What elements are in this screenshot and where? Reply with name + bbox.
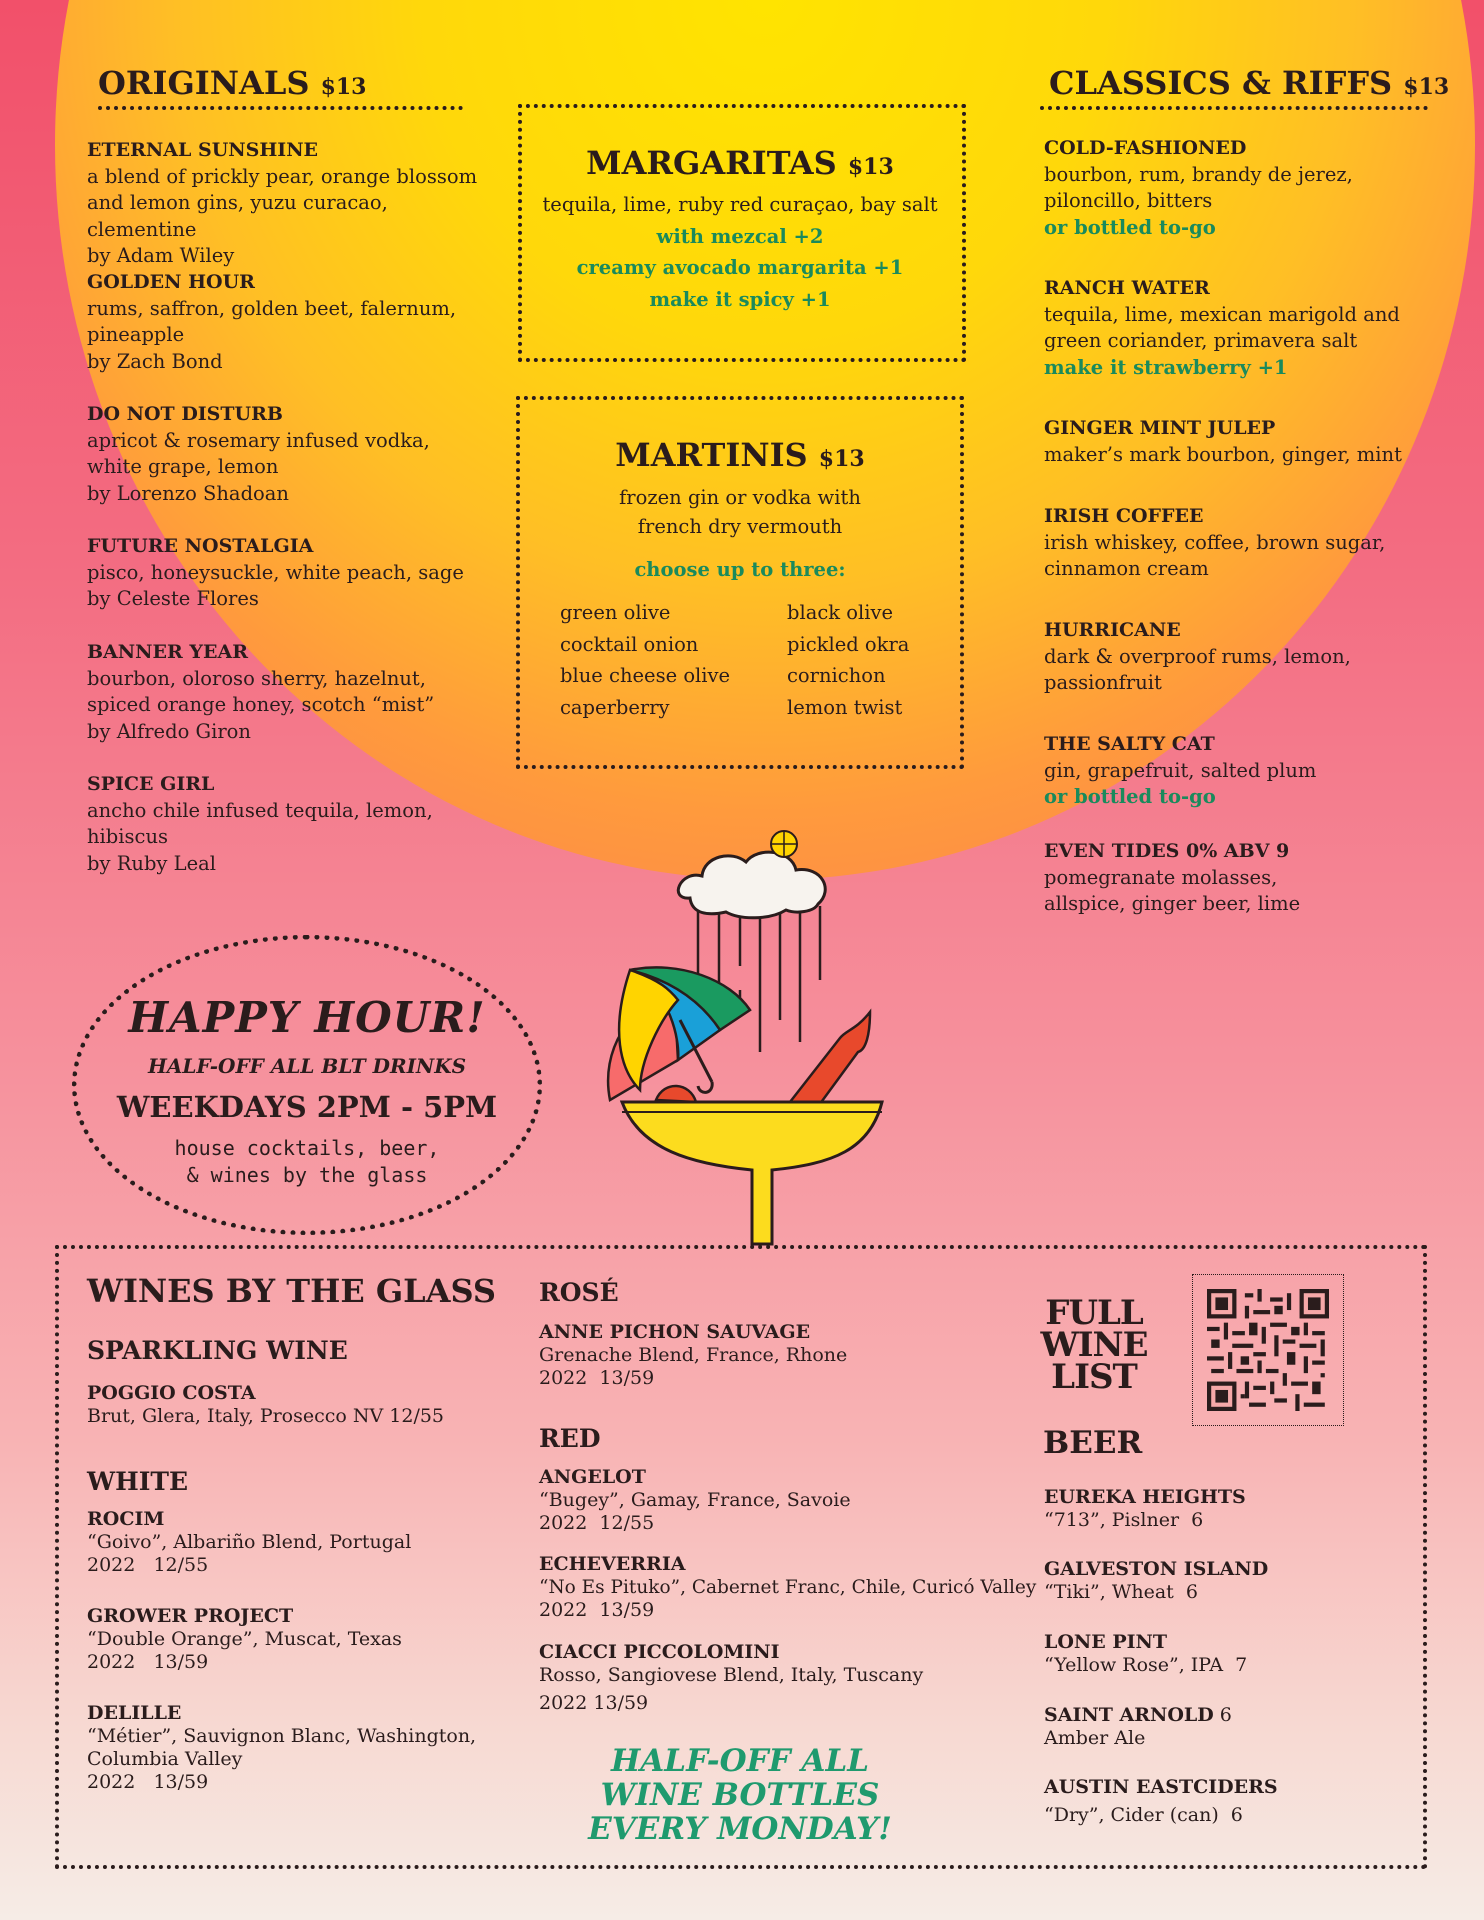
margaritas-option: make it spicy +1 — [649, 288, 831, 311]
wines-title: WINES BY THE GLASS — [87, 1272, 497, 1310]
beer-item — [1044, 1631, 1384, 1677]
cocktail-desc: dark & overproof rums, lemon, passionfruit — [1044, 644, 1351, 694]
beer-item — [1044, 1776, 1384, 1827]
garnish-option: black olive — [787, 601, 894, 624]
red-title: RED — [539, 1424, 601, 1453]
wine-item — [539, 1553, 1059, 1622]
white-title: WHITE — [87, 1467, 189, 1496]
originals-heading — [98, 64, 367, 102]
happy-hour-time: WEEKDAYS 2PM - 5PM — [116, 1090, 498, 1124]
cocktail-item — [87, 269, 507, 375]
wine-name: ANGELOT — [539, 1466, 646, 1488]
cocktail-item — [1044, 838, 1424, 918]
cocktail-item — [87, 137, 507, 270]
wine-name: ROCIM — [87, 1508, 165, 1530]
cocktail-desc: bourbon, rum, brandy de jerez, piloncillo, bitters — [1044, 162, 1353, 212]
cocktail-item — [1044, 415, 1444, 468]
garnish-option: cornichon — [787, 664, 886, 687]
wine-name: ANNE PICHON SAUVAGE — [539, 1321, 811, 1343]
cocktail-name: RANCH WATER — [1044, 277, 1210, 299]
wine-details: “Métier”, Sauvignon Blanc, Washington, — [87, 1725, 477, 1747]
martinis-heading — [516, 436, 964, 474]
martinis-title: MARTINIS — [615, 436, 808, 474]
beer-name: SAINT ARNOLD — [1044, 1704, 1214, 1726]
garnish-list-right — [787, 597, 909, 723]
garnish-option: cocktail onion — [560, 632, 699, 656]
beer-details: “713”, Pislner 6 — [1044, 1509, 1204, 1531]
qr-code-icon — [1207, 1289, 1329, 1411]
cocktail-name: EVEN TIDES 0% ABV 9 — [1044, 840, 1290, 862]
wine-vintage: 2022 13/59 — [87, 1651, 209, 1673]
originals-title: ORIGINALS — [98, 64, 310, 102]
beer-details: “Tiki”, Wheat 6 — [1044, 1581, 1198, 1603]
classics-price: $13 — [1403, 74, 1450, 100]
cocktail-name: SPICE GIRL — [87, 773, 215, 795]
beer-price: 6 — [1213, 1704, 1232, 1726]
cocktail-item — [87, 639, 507, 745]
wine-vintage: 2022 13/59 — [539, 1692, 649, 1714]
beer-title: BEER — [1043, 1425, 1143, 1461]
wine-item — [539, 1321, 1059, 1390]
classics-heading — [1049, 64, 1449, 102]
promo-line: EVERY MONDAY! — [588, 1811, 892, 1847]
cocktail-name: DO NOT DISTURB — [87, 403, 283, 425]
wine-details: “Double Orange”, Muscat, Texas — [87, 1628, 402, 1650]
cocktail-name: GINGER MINT JULEP — [1044, 417, 1276, 439]
garnish-option: pickled okra — [787, 632, 910, 656]
cocktail-desc: pomegranate molasses, allspice, ginger beer, lime — [1044, 865, 1301, 915]
wine-vintage: 2022 12/55 — [87, 1554, 209, 1576]
wine-item — [539, 1466, 1059, 1535]
wine-item — [539, 1641, 1059, 1715]
garnish-option: caperberry — [560, 695, 670, 719]
cocktail-author: by Adam Wiley — [87, 244, 235, 267]
beer-name: AUSTIN EASTCIDERS — [1044, 1776, 1278, 1798]
beer-details: Amber Ale — [1044, 1727, 1146, 1749]
promo-line: HALF-OFF ALL — [610, 1743, 870, 1779]
cocktail-desc: pisco, honeysuckle, white peach, sage — [87, 560, 464, 584]
originals-divider — [98, 106, 463, 110]
martinis-price: $13 — [818, 446, 865, 472]
glass-icon — [622, 1102, 882, 1244]
beer-item — [1044, 1486, 1384, 1532]
cloud-icon — [678, 852, 825, 918]
cocktail-desc: rums, saffron, golden beet, falernum, pineapple — [87, 296, 457, 346]
cocktail-author: by Zach Bond — [87, 349, 223, 373]
beer-name: EUREKA HEIGHTS — [1044, 1486, 1246, 1508]
wine-item — [87, 1382, 607, 1428]
cocktail-item — [1044, 617, 1424, 697]
full-wine-list-line: WINE — [1040, 1325, 1148, 1365]
happy-hour-line: & wines by the glass — [186, 1163, 428, 1187]
sparkling-title: SPARKLING WINE — [87, 1336, 348, 1365]
wine-vintage: 2022 12/55 — [539, 1512, 655, 1534]
garnish-option: green olive — [560, 601, 671, 624]
happy-hour-line: house cocktails, beer, — [174, 1136, 440, 1160]
rose-title: ROSÉ — [539, 1278, 619, 1307]
cocktail-desc: maker’s mark bourbon, ginger, mint — [1044, 442, 1402, 466]
full-wine-list-label[interactable] — [1036, 1293, 1152, 1397]
beer-name: LONE PINT — [1044, 1631, 1168, 1653]
wine-name: ECHEVERRIA — [539, 1553, 686, 1575]
martinis-desc: french dry vermouth — [637, 515, 843, 538]
wine-name: POGGIO COSTA — [87, 1382, 256, 1404]
cocktail-option: or bottled to-go — [1044, 785, 1216, 808]
cocktail-name: FUTURE NOSTALGIA — [87, 535, 314, 557]
wine-item — [87, 1508, 607, 1577]
cocktail-name: ETERNAL SUNSHINE — [87, 139, 319, 161]
cocktail-item — [1044, 503, 1424, 583]
garnish-option: lemon twist — [787, 695, 903, 719]
happy-hour-oval — [72, 935, 542, 1235]
wine-vintage: 2022 13/59 — [87, 1771, 209, 1793]
cocktail-name: IRISH COFFEE — [1044, 505, 1204, 527]
classics-divider — [1040, 106, 1428, 110]
margaritas-option: creamy avocado margarita +1 — [576, 256, 904, 279]
wine-details: Rosso, Sangiovese Blend, Italy, Tuscany — [539, 1664, 924, 1686]
beer-item — [1044, 1558, 1384, 1604]
monday-promo — [560, 1744, 920, 1846]
wine-name: CIACCI PICCOLOMINI — [539, 1641, 780, 1663]
originals-price: $13 — [320, 74, 367, 100]
beer-details: “Dry”, Cider (can) 6 — [1044, 1804, 1243, 1826]
wine-name: DELILLE — [87, 1702, 182, 1724]
cocktail-item — [87, 533, 507, 613]
beer-item — [1044, 1704, 1384, 1750]
wine-details: “Goivo”, Albariño Blend, Portugal — [87, 1531, 412, 1553]
martinis-choose: choose up to three: — [634, 558, 846, 581]
wine-details: Brut, Glera, Italy, Prosecco NV 12/55 — [87, 1405, 445, 1427]
garnish-option: blue cheese olive — [560, 664, 731, 687]
umbrella-icon — [608, 967, 750, 1100]
full-wine-list-line: FULL — [1045, 1293, 1143, 1333]
wine-vintage: 2022 13/59 — [539, 1599, 655, 1621]
margaritas-price: $13 — [847, 154, 894, 180]
wine-details: Columbia Valley — [87, 1748, 243, 1770]
martinis-desc: frozen gin or vodka with — [619, 486, 861, 509]
cocktail-author: by Lorenzo Shadoan — [87, 481, 289, 505]
cocktail-name: THE SALTY CAT — [1044, 733, 1215, 755]
cocktail-desc: irish whiskey, coffee, brown sugar, cinnamon cream — [1044, 530, 1386, 580]
qr-code-frame[interactable] — [1192, 1274, 1344, 1426]
cocktail-desc: a blend of prickly pear, orange blossom and lemon gins, yuzu curacao, clementine — [87, 164, 478, 241]
cocktail-desc: apricot & rosemary infused vodka, white grape, lemon — [87, 428, 430, 478]
cocktail-item — [87, 771, 507, 877]
classics-title: CLASSICS & RIFFS — [1049, 64, 1393, 102]
cocktail-name: GOLDEN HOUR — [87, 271, 255, 293]
cocktail-desc: ancho chile infused tequila, lemon, hibiscus — [87, 798, 433, 848]
margaritas-option: with mezcal +2 — [656, 225, 824, 248]
happy-hour-title: HAPPY HOUR! — [128, 993, 486, 1042]
full-wine-list-line: LIST — [1051, 1357, 1137, 1397]
happy-hour-sub: HALF-OFF ALL BLT DRINKS — [147, 1054, 467, 1078]
sun-icon — [771, 831, 797, 857]
beer-details: “Yellow Rose”, IPA 7 — [1044, 1654, 1248, 1676]
wine-name: GROWER PROJECT — [87, 1605, 294, 1627]
cocktail-item — [1044, 731, 1424, 811]
margaritas-heading — [518, 144, 962, 182]
margaritas-desc: tequila, lime, ruby red curaçao, bay salt — [542, 193, 938, 216]
wine-details: “Bugey”, Gamay, France, Savoie — [539, 1489, 851, 1511]
wine-item — [87, 1605, 607, 1674]
wine-vintage: 2022 13/59 — [539, 1367, 655, 1389]
cocktail-item — [87, 401, 507, 507]
cocktail-desc: tequila, lime, mexican marigold and green coriander, primavera salt — [1044, 302, 1400, 352]
cocktail-author: by Alfredo Giron — [87, 719, 251, 743]
cocktail-illustration — [600, 820, 890, 1260]
cocktail-option: make it strawberry +1 — [1044, 355, 1288, 379]
cocktail-name: COLD-FASHIONED — [1044, 137, 1247, 159]
cocktail-author: by Celeste Flores — [87, 587, 259, 610]
promo-line: WINE BOTTLES — [600, 1777, 880, 1813]
wine-details: Grenache Blend, France, Rhone — [539, 1344, 848, 1366]
cocktail-option: or bottled to-go — [1044, 215, 1216, 239]
cocktail-name: HURRICANE — [1044, 619, 1181, 641]
cocktail-author: by Ruby Leal — [87, 851, 216, 875]
garnish-list-left — [560, 597, 730, 723]
cocktail-name: BANNER YEAR — [87, 641, 248, 663]
beer-name: GALVESTON ISLAND — [1044, 1558, 1269, 1580]
wine-details: “No Es Pituko”, Cabernet Franc, Chile, Curicó Valley — [539, 1577, 1037, 1598]
cocktail-desc: bourbon, oloroso sherry, hazelnut, spiced orange honey, scotch “mist” — [87, 666, 435, 716]
cocktail-desc: gin, grapefruit, salted plum — [1044, 758, 1317, 782]
cocktail-item — [1044, 275, 1424, 381]
cocktail-item — [1044, 135, 1424, 241]
wine-item — [87, 1702, 607, 1794]
margaritas-title: MARGARITAS — [586, 144, 837, 182]
